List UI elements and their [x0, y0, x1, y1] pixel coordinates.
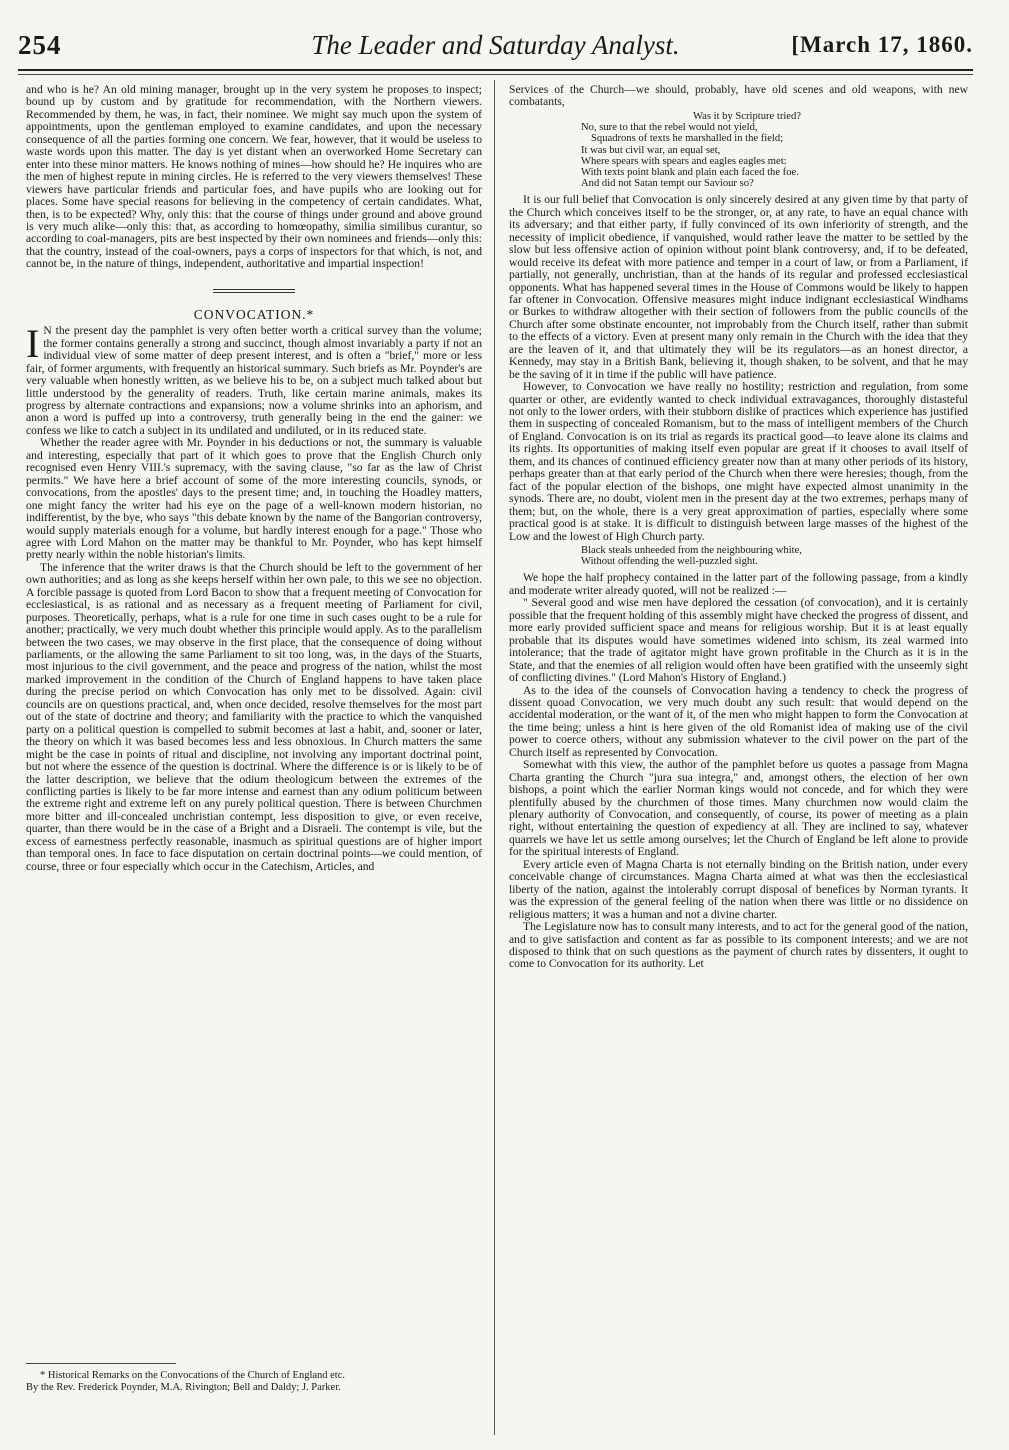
- footnote: [26, 1370, 482, 1393]
- verse-line: It was but civil war, an equal set,: [581, 144, 721, 156]
- drop-cap: I: [26, 321, 40, 367]
- verse-line: Was it by Scripture tried?: [693, 110, 801, 122]
- paragraph: However, to Convocation we have really no hostility; restriction and regulation, from some quarter or other, are evidently wanted to check individual extravagances, thoroughly distasteful not only to the lower orders, with their stubborn dislike of practices which experience has justified them in suspecting of concealed Romanism, but to the mass of intelligent members of the Church of England. Convocation is on its trial as regards its practical good—to leave alone its claims and its rights. Its opportunities of making itself even popular are great if it chooses to avail itself of them, and its chances of continued efficiency greater now than at many other periods of its history, perhaps greater than at that early period of the Church when there were heresies; though, from the fact of the popular election of the bishops, one might have expected almost unanimity in the synods. There are, no doubt, violent men in the present day at the two extremes, perhaps many of them; but, on the whole, there is a very great approximation of parties, especially where some practical good is at stake. It is difficult to distinguish between large masses of the highest of the Low and the lowest of High Church party.: [509, 380, 968, 543]
- verse-line: Without offending the well-puzzled sight.: [581, 556, 758, 568]
- page-number: 254: [18, 30, 62, 60]
- journal-title: The Leader and Saturday Analyst.: [311, 30, 680, 60]
- paragraph: Every article even of Magna Charta is not eternally binding on the British nation, under every conceivable change of circumstances. Magna Charta aimed at what was then the ecclesiastical liberty of the nation, against the intolerably corrupt disposal of benefices by Norman tyrants. It was the expression of the general feeling of the nation when there was little or no dissidence on religious matters; it was a human and not a divine charter.: [509, 857, 968, 921]
- paragraph: The Legislature now has to consult many interests, and to act for the general good of the nation, and to give satisfaction and content as far as possible to its component interests; and we are not disposed to think that on such questions as the payment of church rates by dissenters, it ought to come to Convocation for its authority. Let: [509, 920, 968, 971]
- column-divider: [494, 80, 495, 1435]
- paragraph: Somewhat with this view, the author of the pamphlet before us quotes a passage from Magna Charta granting the Church "jura sua integra," and, amongst others, the election of her own bishops, a point which the earlier Norman kings would not concede, and for which they were plentifully abused by the churchmen of those times. Many churchmen now would claim the plenary authority of Convocation, and consequently, of course, its power of meeting as a plain right, without entertaining the question of expediency at all. They are inclined to say, whatever quarrels we have let us settle among ourselves; let the Church of England be left alone to provide for the spiritual interests of England.: [509, 758, 968, 859]
- footnote-rule: [26, 1363, 176, 1364]
- paragraph: Services of the Church—we should, probably, have old scenes and old weapons, with new combatants,: [509, 83, 968, 109]
- masthead: [18, 30, 973, 66]
- footnote-line: By the Rev. Frederick Poynder, M.A. Rivington; Bell and Daldy; J. Parker.: [26, 1381, 341, 1393]
- right-column: [509, 84, 968, 971]
- paragraph: It is our full belief that Convocation is only sincerely desired at any given time by that party of the Church which conceives itself to be the stronger, or, at any rate, to have an equal chance with its adversary; and that either party, if fully convinced of its own inferiority of strength, and the necessity of implicit obedience, if vanquished, would rather leave the matter to be settled by the slow but less offensive action of opinion without point blank controversy, and, if to be defeated, would receive its defeat with more patience and temper in a court of law, or from a Parliament, if partially, not generally, unchristian, than at the hands of its regular and professed ecclesiastical opponents. What has happened several times in the House of Commons would be likely to happen far oftener in Convocation. Offensive measures might induce indignant ecclesiastical Windhams or Burkes to withdraw altogether with their section of followers from the public councils of the Church after some obstinate encounter, not improbably from the Church itself, rather than submit to the effects of a victory. Even at present many only remain in the Church with the idea that they are the leaven of it, and that ultimately they will be its regulators—as an honest director, a Kennedy, may stay in a British Bank, believing it, though shaken, to be solvent, and that he may be the saving of it in time if the public will have patience.: [509, 193, 968, 381]
- paragraph: " Several good and wise men have deplored the cessation (of convocation), and it is certainly possible that the frequent holding of this assembly might have checked the progress of dissent, and more early provided sufficient space and means for religious worship. But it is at least equally probable that its disputes would have sometimes widened into schism, its zeal warmed into intolerance; that the trade of agitator might have grown profitable in the Church as it is in the State, and that the enemies of all religion would often have been gratified with the unseemly sight of conflicting divines." (Lord Mahon's History of England.): [509, 596, 968, 685]
- verse-line: And did not Satan tempt our Saviour so?: [581, 178, 754, 190]
- paragraph: and who is he? An old mining manager, brought up in the very system he proposes to inspect; bound up by custom and by gratitude for recommendation, with the Northern viewers. Recommended by them, he was, in fact, their nominee. We might say much upon the system of appointments, upon the gentleman employed to examine candidates, and upon the necessary consequence of all the parties forming one concern. We fear, however, that it would be useless to waste words upon this matter. The day is yet distant when an overworked Home Secretary can enter into these minor matters. He knows nothing of mines—how should he? He inquires who are the men of highest repute in mining circles. He is referred to the very viewers themselves! These viewers have particular friends and particular foes, and have pupils who are looking out for places. Some have special reasons for believing in the competency of certain candidates. What, then, is to be expected? Why, only this: that the course of things under ground and above ground is very much alike—only this: that, as according to homœopathy, similia similibus curantur, so according to coal-managers, pits are best inspected by their own nominees and friends—only this: that the country, instead of the coal-owners, pays a corps of inspectors for that which, is not, and cannot be, in the nature of things, independent, authoritative and impartial inspection!: [26, 83, 482, 271]
- paragraph: Whether the reader agree with Mr. Poynder in his deductions or not, the summary is valuable and interesting, especially that part of it which goes to prove that the English Church only recognised even Henry VIII.'s supremacy, with the saving clause, "so far as the law of Christ permits." We have here a brief account of some of the more interesting councils, synods, or convocations, from the apostles' days to the present time; and, in touching the Hoadley matters, one might fancy the writer had his eye on the page of a well-known modern historian, no indifferentist, by the bye, who says "this debate known by the name of the Bangorian controversy, would supply materials enough for a volume, but hardly interest enough for a page." Those who agree with Lord Mahon on the matter may be thankful to Mr. Poynder, who has kept himself pretty nearly within the noble historian's limits.: [26, 436, 482, 562]
- paragraph: The inference that the writer draws is that the Church should be left to the government of her own authorities; and as long as she keeps herself within her own pale, to this we see no objection. A forcible passage is quoted from Lord Bacon to show that a frequent meeting of Convocation for ecclesiastical, is as rational and as necessary as a frequent meeting of Parliament for civil, purposes. Theoretically, perhaps, what is a rule for one time in such cases ought to be a rule for another; practically, we very much doubt whether this principle would apply. As to the parallelism between the two cases, we may observe in the first place, that the consequence of doing without parliaments, or the allowing the same Parliament to sit too long, was, in the days of the Stuarts, most injurious to the civil government, and the peace and progress of the nation, whilst the most marked improvement in the condition of the Church of England happens to have taken place during the precise period on which Convocation has only met to be dissolved. Again: civil councils are on questions practical, and, when once decided, resolve themselves for the most part out of the state of doctrine and theory; and familiarity with the practice to which the vanquished party on a political question is compelled to submit becomes at last a habit, and, sooner or later, the theory on which it was based becomes less and less obnoxious. In Church matters the same might be the case in points of ritual and discipline, not involving any important doctrinal point, but not where the essence of the question is doctrinal. Where the difference is or is likely to be of the latter description, we believe that the odium theologicum between the extremes of the conflicting parties is likely to be far more intense and earnest than any odium politicum between the extreme right and extreme left on any purely political question. There is between Churchmen more bitter and ill-concealed unchristian contempt, less disposition to give, or even receive, quarter, than there would be in the case of a Bright and a Disraeli. The contempt is vile, but the excess of earnestness perfectly reasonable, inasmuch as spiritual questions are of higher import than temporal ones. In face to face disputation on certain doctrinal points—we could mention, of course, three or four especially which occur in the Catechism, Articles, and: [26, 560, 482, 873]
- issue-date: [March 17, 1860.: [791, 32, 973, 57]
- verse-line: Squadrons of texts he marshalled in the field;: [591, 133, 784, 145]
- verse-quotation: [581, 111, 968, 189]
- paragraph: As to the idea of the counsels of Convocation having a tendency to check the progress of dissent quoad Convocation, we very much doubt any such result: that would depend on the accidental moderation, or the want of it, of the men who might happen to form the Convocation at the time being; unless a hint is here given of the old Romanist idea of making use of the civil power to coerce others, without any submission whatever to the civil power on the part of the Church itself as represented by Convocation.: [509, 683, 968, 759]
- section-divider: [213, 289, 295, 293]
- masthead-rule: [18, 69, 973, 71]
- verse-line: No, sure to that the rebel would not yield,: [581, 122, 758, 134]
- verse-line: With texts point blank and plain each faced the foe.: [581, 166, 799, 178]
- footnote-line: * Historical Remarks on the Convocations of the Church of England etc.: [40, 1370, 346, 1381]
- left-column: [26, 84, 482, 873]
- article-heading: CONVOCATION.*: [193, 306, 315, 322]
- verse-line: Where spears with spears and eagles eagles met:: [581, 155, 787, 167]
- verse-quotation: [581, 545, 968, 567]
- paragraph-text: N the present day the pamphlet is very often better worth a critical survey than the volume; the former contains generally a strong and succinct, though almost invariably a party if not an individual view of some matter of deep present interest, and is often a "brief," more or less fair, of former arguments, with frequently an historical summary. Such briefs as Mr. Poynder's are very valuable when honestly written, as we believe his to be, on a subject much talked about but little understood by the generality of readers. Truth, like certain marine animals, makes its progress by alternate contractions and expansions; now a volume shrinks into an aphorism, and anon a word is puffed up into a controversy, truth generally being in the end the gainer: we confess we like to catch a subject in its undilated and undiluted, or in its reduced state.: [26, 324, 482, 437]
- paragraph: [26, 321, 482, 437]
- paragraph: We hope the half prophecy contained in the latter part of the following passage, from a kindly and moderate writer already quoted, will not be realized :—: [509, 571, 968, 597]
- masthead-rule-thin: [18, 74, 973, 75]
- verse-line: Black steals unheeded from the neighbouring white,: [581, 545, 802, 557]
